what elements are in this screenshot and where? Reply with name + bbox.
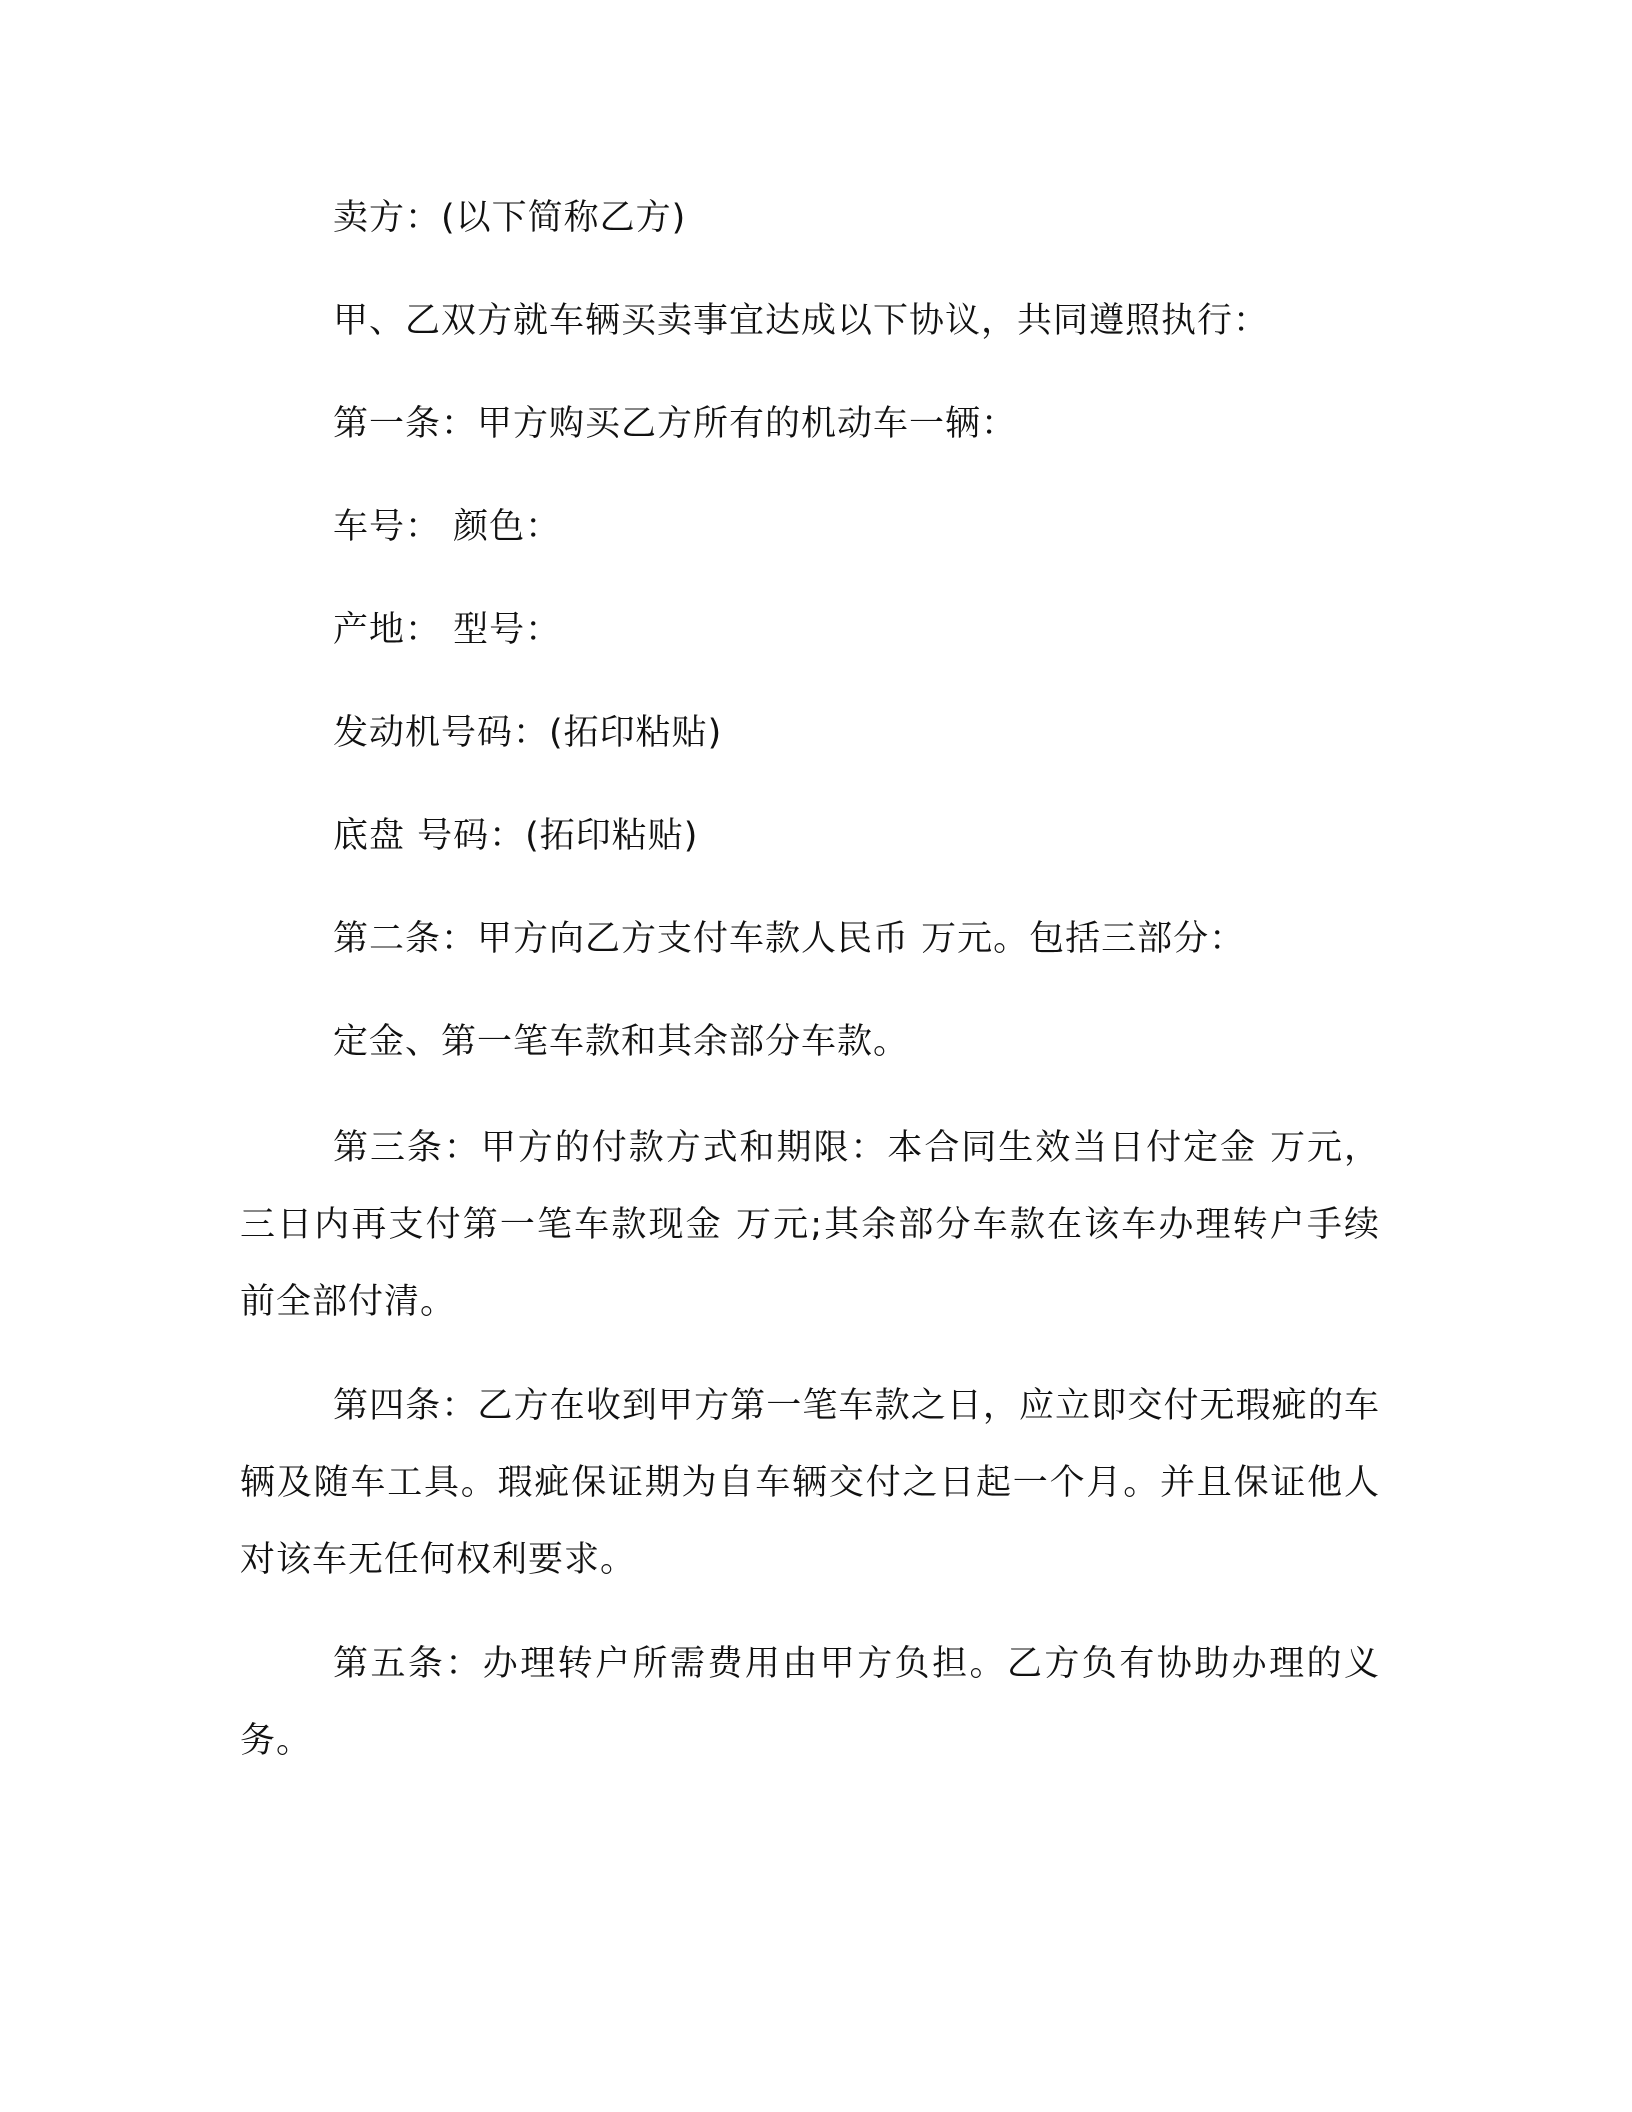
article-2-line: 第二条：甲方向乙方支付车款人民币 万元。包括三部分： [333, 919, 1246, 959]
article-1-line: 第一条：甲方购买乙方所有的机动车一辆： [333, 404, 1018, 444]
article-5-paragraph: 第五条：办理转户所需费用由甲方负担。乙方负有协助办理的义务。 [240, 1644, 1380, 1761]
agreement-intro-line: 甲、乙双方就车辆买卖事宜达成以下协议，共同遵照执行： [333, 301, 1270, 341]
article-4-paragraph: 第四条：乙方在收到甲方第一笔车款之日，应立即交付无瑕疵的车辆及随车工具。瑕疵保证期为自车辆交付之日起一个月。并且保证他人对该车无任何权利要求。 [240, 1386, 1380, 1580]
seller-line: 卖方：(以下简称乙方) [333, 198, 687, 238]
plate-color-line: 车号： 颜色： [333, 507, 562, 547]
engine-number-line: 发动机号码：(拓印粘贴) [333, 713, 723, 753]
origin-model-line: 产地： 型号： [333, 610, 562, 650]
article-3-paragraph: 第三条：甲方的付款方式和期限：本合同生效当日付定金 万元，三日内再支付第一笔车款现金 万元;其余部分车款在该车办理转户手续前全部付清。 [240, 1128, 1380, 1322]
chassis-number-line: 底盘 号码：(拓印粘贴) [333, 816, 699, 856]
payment-parts-line: 定金、第一笔车款和其余部分车款。 [333, 1022, 910, 1062]
